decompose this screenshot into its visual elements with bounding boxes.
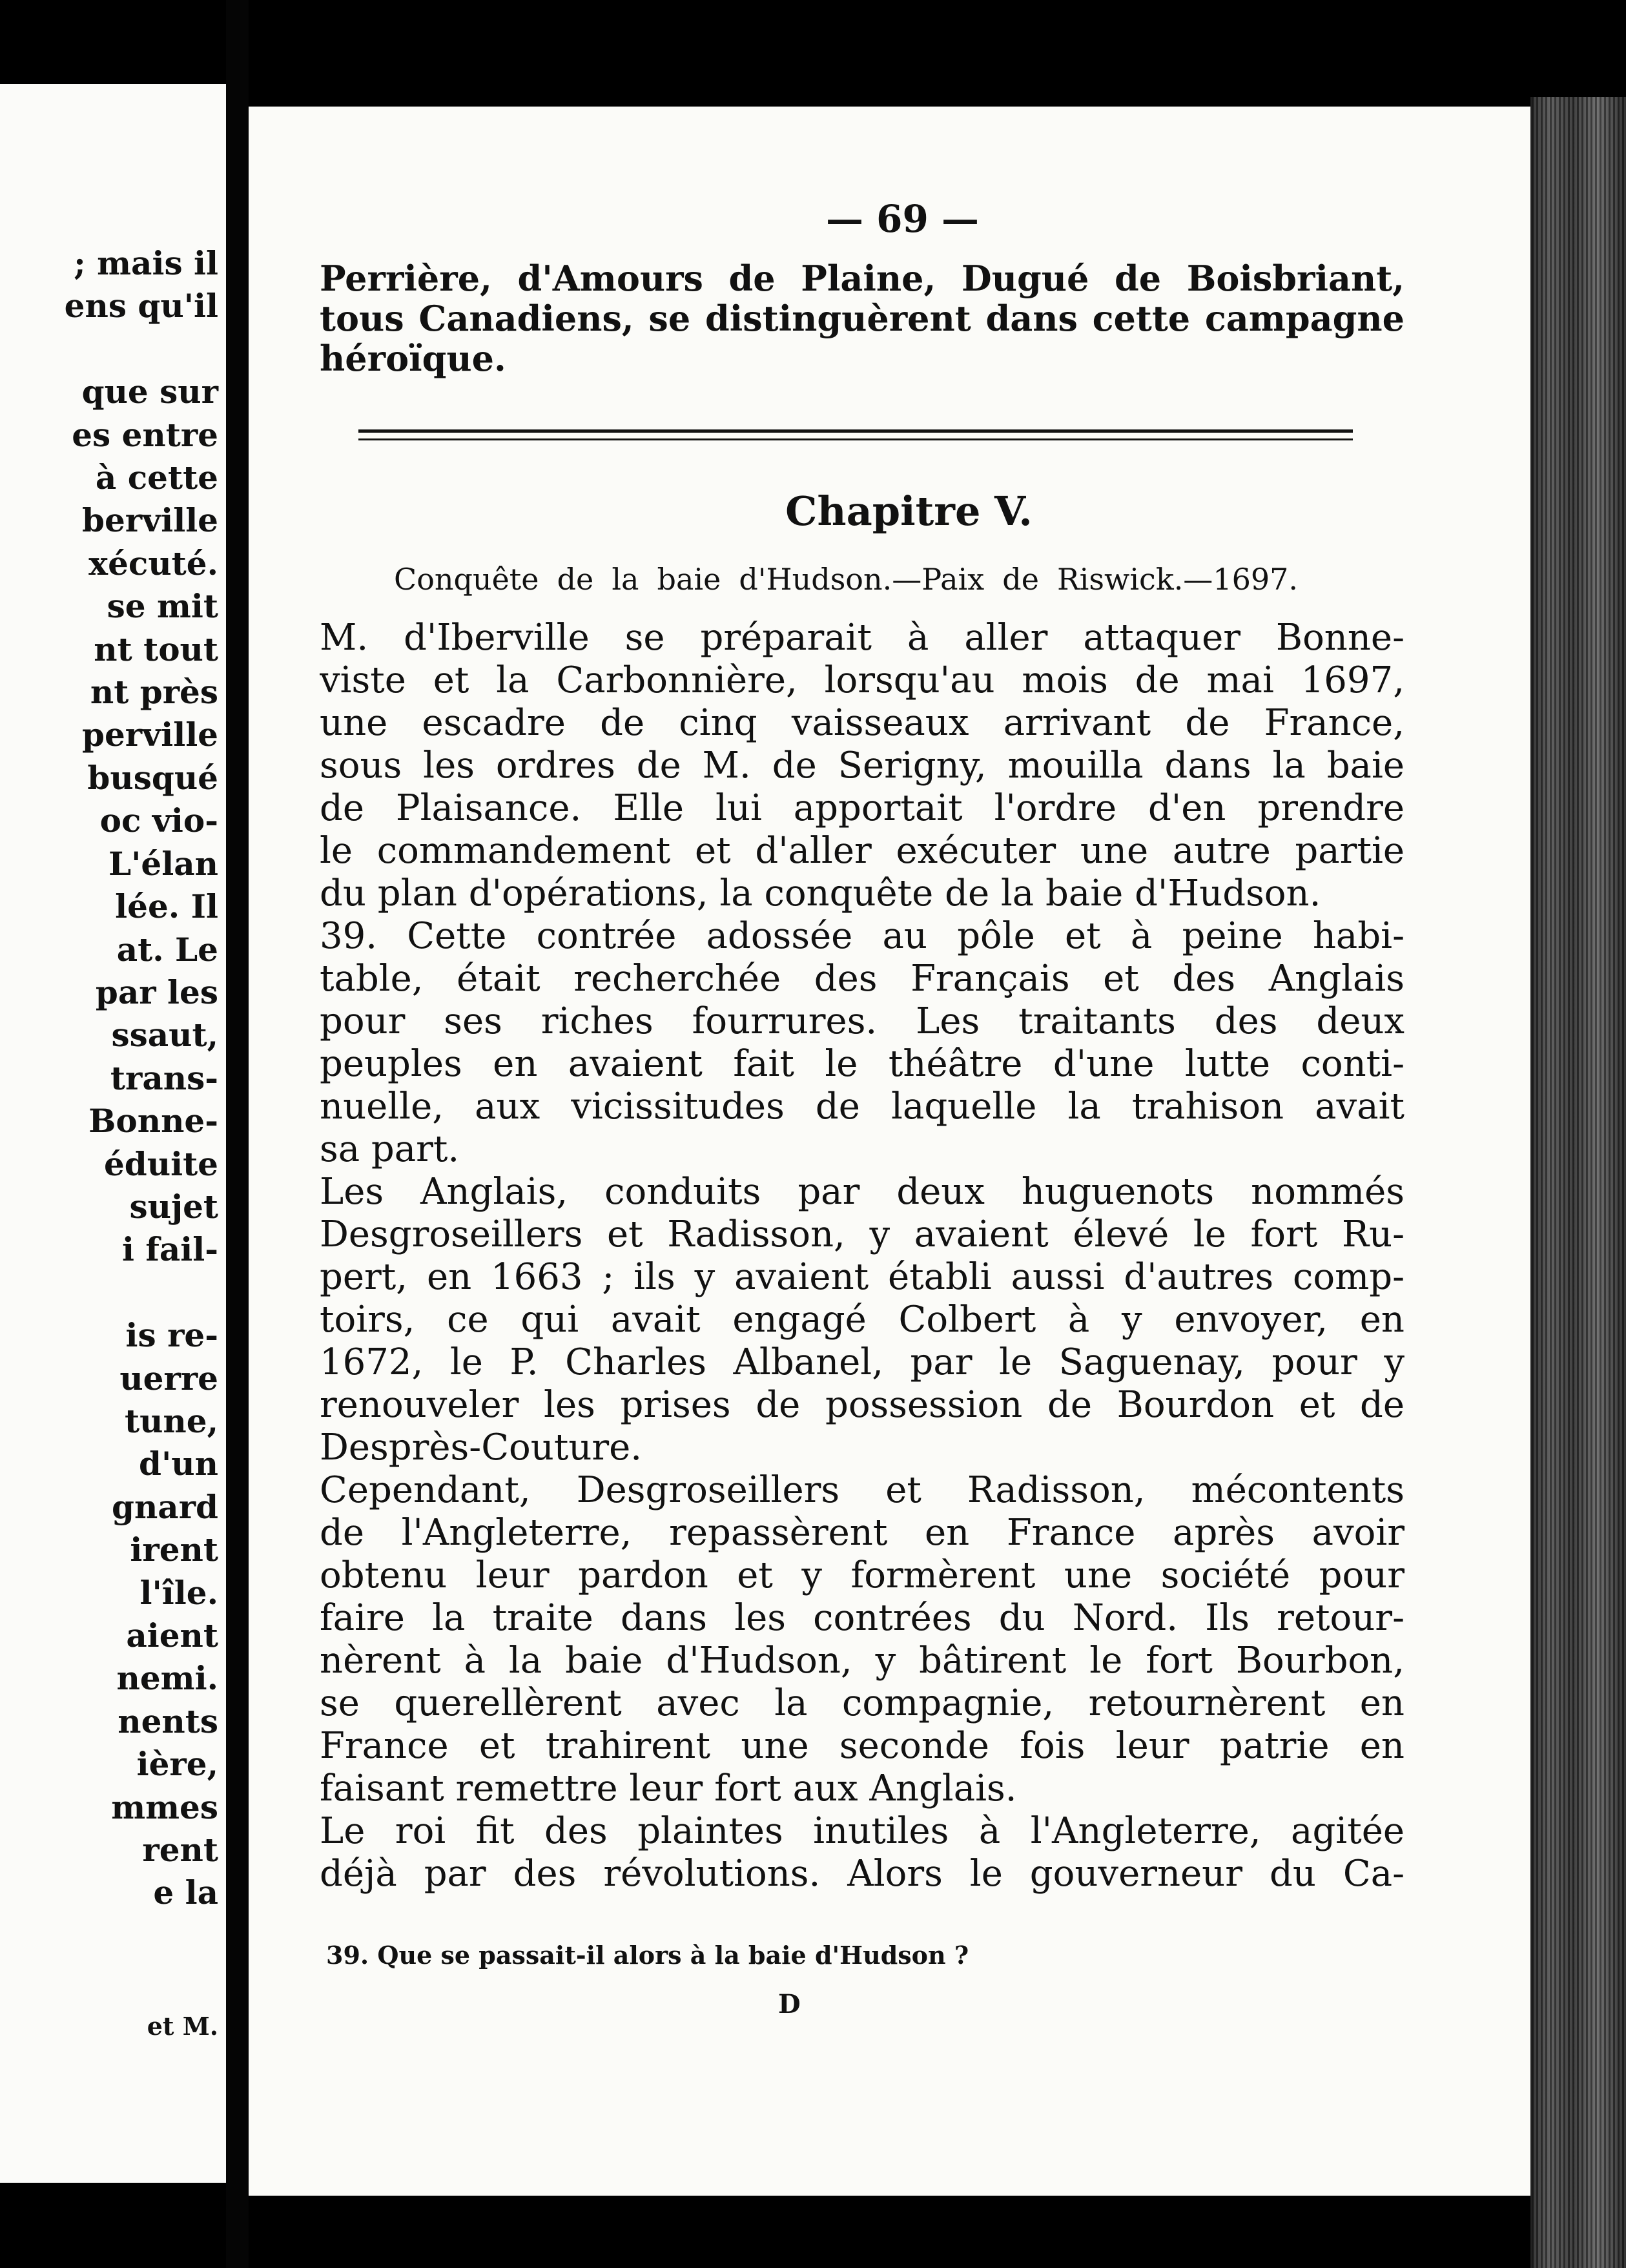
text-line: une escadre de cinq vaisseaux arrivant de France, xyxy=(320,702,1405,744)
left-facing-page xyxy=(0,84,226,2183)
text-line: 39. Cette contrée adossée au pôle et à peine habi- xyxy=(320,915,1405,957)
left-page-line: Bonne- xyxy=(88,1102,218,1140)
left-page-line: sujet xyxy=(129,1187,218,1226)
text-line: du plan d'opérations, la conquête de la baie d'Hudson. xyxy=(320,872,1321,914)
left-page-line: éduite xyxy=(103,1144,218,1183)
text-line: nuelle, aux vicissitudes de laquelle la trahison avait xyxy=(320,1086,1405,1128)
chapter-subtitle: Conquête de la baie d'Hudson.—Paix de Riswick.—1697. xyxy=(394,562,1298,597)
left-page-line: uerre xyxy=(119,1359,218,1397)
text-line: de l'Angleterre, repassèrent en France après avoir xyxy=(320,1512,1405,1554)
chapter-title: Chapitre V. xyxy=(785,488,1033,535)
left-page-line: irent xyxy=(130,1531,218,1569)
text-line: France et trahirent une seconde fois leur patrie en xyxy=(320,1725,1405,1767)
text-line: renouveler les prises de possession de Bourdon et de xyxy=(320,1384,1405,1426)
left-page-footer: et M. xyxy=(147,2012,218,2041)
signature-mark: D xyxy=(778,1989,801,2019)
text-line: 1672, le P. Charles Albanel, par le Saguenay, pour y xyxy=(320,1341,1405,1383)
left-page-line: i fail- xyxy=(121,1230,218,1269)
page-block-edge-stripes xyxy=(1532,97,1626,2268)
text-line: le commandement et d'aller exécuter une autre partie xyxy=(320,830,1405,872)
text-line: toirs, ce qui avait engagé Colbert à y envoyer, en xyxy=(320,1299,1405,1341)
left-page-text xyxy=(65,242,218,1915)
text-line: se querellèrent avec la compagnie, retournèrent en xyxy=(320,1682,1405,1724)
left-page-line: rent xyxy=(142,1831,218,1870)
text-line: nèrent à la baie d'Hudson, y bâtirent le fort Bourbon, xyxy=(320,1640,1405,1682)
opening-line: Perrière, d'Amours de Plaine, Dugué de Boisbriant, xyxy=(320,258,1405,298)
left-page-line: mmes xyxy=(111,1788,218,1826)
text-line: table, était recherchée des Français et des Anglais xyxy=(320,958,1405,1000)
text-line: Desprès-Couture. xyxy=(320,1427,643,1469)
text-line: sa part. xyxy=(320,1128,460,1170)
left-page-line: nents xyxy=(118,1702,218,1740)
opening-line: tous Canadiens, se distinguèrent dans cette campagne xyxy=(320,298,1405,338)
left-page-line: ; mais il xyxy=(74,244,218,282)
left-page-line: nt près xyxy=(90,673,218,712)
left-page-line: perville xyxy=(82,716,218,754)
left-page-line: ssaut, xyxy=(111,1016,218,1055)
text-line: Le roi fit des plaintes inutiles à l'Angleterre, agitée xyxy=(320,1810,1405,1852)
text-line: M. d'Iberville se préparait à aller attaquer Bonne- xyxy=(320,617,1405,659)
text-line: sous les ordres de M. de Serigny, mouilla dans la baie xyxy=(320,745,1405,787)
main-page xyxy=(249,107,1530,2196)
text-line: peuples en avaient fait le théâtre d'une lutte conti- xyxy=(320,1043,1405,1085)
text-line: Cependant, Desgroseillers et Radisson, mécontents xyxy=(320,1469,1405,1511)
paragraph xyxy=(320,915,1405,1171)
left-page-line: nemi. xyxy=(116,1659,218,1698)
left-page-line: ens qu'il xyxy=(64,287,218,325)
left-page-line: is re- xyxy=(125,1316,218,1355)
left-page-line: lée. Il xyxy=(115,887,218,926)
left-page-line: l'île. xyxy=(139,1573,218,1612)
left-page-line: oc vio- xyxy=(99,801,218,840)
left-page-line: d'un xyxy=(139,1445,218,1483)
paragraph xyxy=(320,1171,1405,1469)
page-number: — 69 — xyxy=(825,197,980,241)
book-gutter xyxy=(226,0,249,2268)
text-line: obtenu leur pardon et y formèrent une société pour xyxy=(320,1554,1405,1596)
left-page-line: berville xyxy=(82,501,218,540)
opening-line: héroïque. xyxy=(320,338,506,378)
left-page-line xyxy=(65,328,218,371)
footnote-question: 39. Que se passait-il alors à la baie d'Hudson ? xyxy=(326,1941,969,1970)
text-line: viste et la Carbonnière, lorsqu'au mois de mai 1697, xyxy=(320,659,1405,701)
paragraph xyxy=(320,1810,1405,1895)
left-page-line: que sur xyxy=(81,373,218,411)
left-page-line: nt tout xyxy=(94,630,218,668)
left-page-line: trans- xyxy=(110,1058,218,1097)
text-line: faisant remettre leur fort aux Anglais. xyxy=(320,1768,1017,1809)
paragraph xyxy=(320,617,1405,915)
left-page-line: gnard xyxy=(111,1487,218,1526)
left-page-line: ière, xyxy=(136,1745,218,1784)
text-line: pour ses riches fourrures. Les traitants des deux xyxy=(320,1000,1405,1042)
chapter-divider-rule xyxy=(358,429,1353,440)
left-page-line: es entre xyxy=(72,415,218,454)
paragraph xyxy=(320,1469,1405,1810)
text-line: Desgroseillers et Radisson, y avaient élevé le fort Ru- xyxy=(320,1213,1405,1255)
left-page-line: aient xyxy=(126,1616,218,1655)
left-page-line xyxy=(65,1272,218,1314)
left-page-line: at. Le xyxy=(116,930,218,969)
text-line: faire la traite dans les contrées du Nord. Ils retour- xyxy=(320,1597,1405,1639)
left-page-line: busqué xyxy=(87,758,218,797)
left-page-line: xécuté. xyxy=(88,544,218,582)
body-text xyxy=(320,617,1405,1895)
text-line: Les Anglais, conduits par deux huguenots nommés xyxy=(320,1171,1405,1213)
left-page-line: à cette xyxy=(95,459,218,497)
text-line: déjà par des révolutions. Alors le gouverneur du Ca- xyxy=(320,1853,1405,1895)
text-line: de Plaisance. Elle lui apportait l'ordre d'en prendre xyxy=(320,787,1405,829)
left-page-line: se mit xyxy=(107,587,218,626)
left-page-line: tune, xyxy=(124,1401,218,1440)
left-page-line: e la xyxy=(153,1873,218,1912)
left-page-line: L'élan xyxy=(108,844,218,883)
text-line: pert, en 1663 ; ils y avaient établi aussi d'autres comp- xyxy=(320,1256,1405,1298)
left-page-line: par les xyxy=(95,973,218,1011)
opening-lines xyxy=(320,258,1405,378)
